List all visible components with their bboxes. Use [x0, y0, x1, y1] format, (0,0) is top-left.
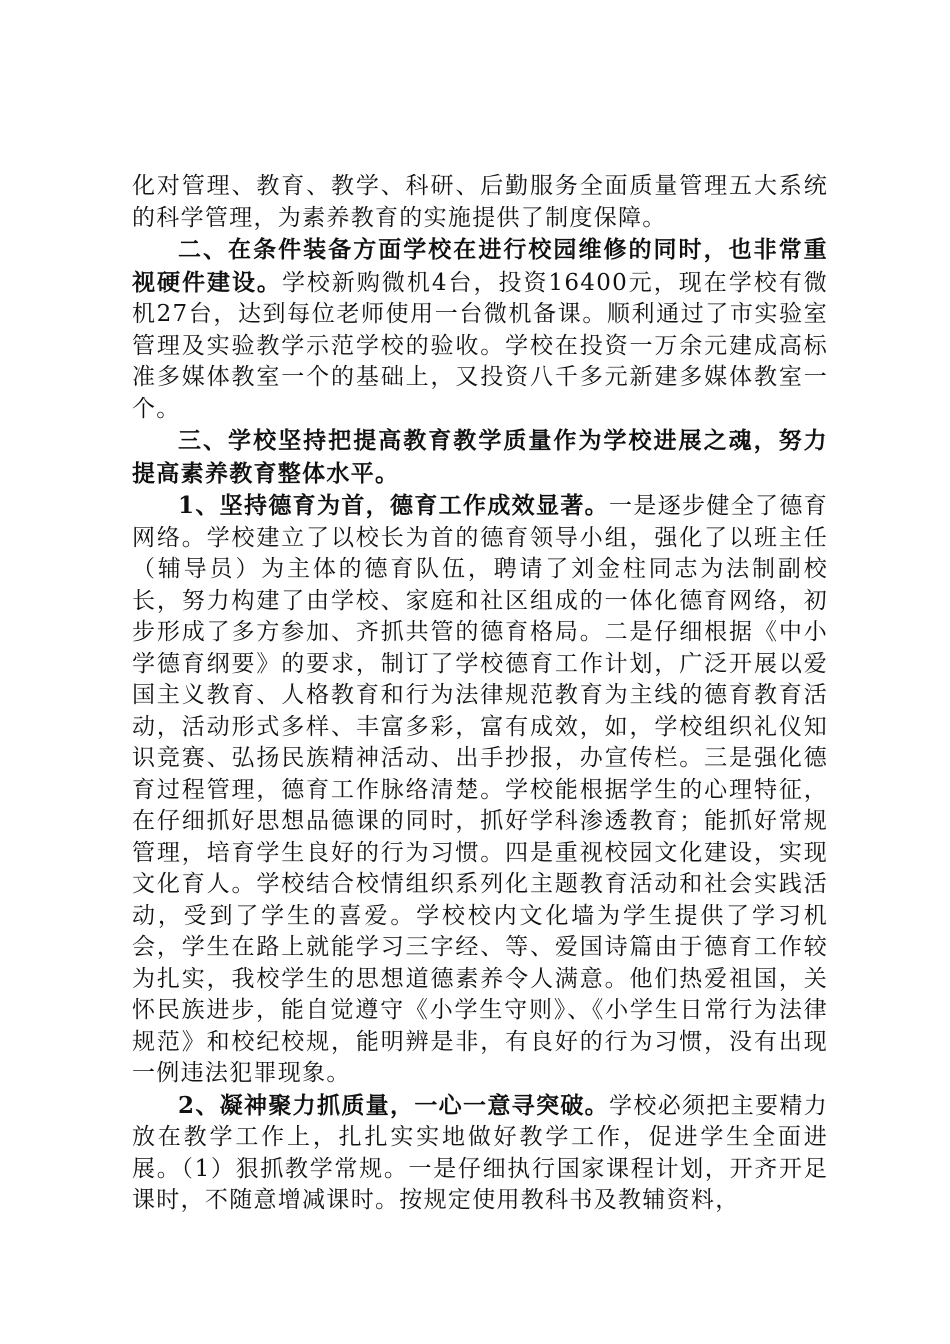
- paragraph-2: [132, 234, 828, 425]
- paragraph-heading: 1、坚持德育为首，德育工作成效显著。: [178, 492, 610, 519]
- paragraph-4: [132, 490, 828, 1090]
- paragraph-heading: 三、学校坚持把提高教育教学质量作为学校进展之魂，努力提高素养教育整体水平。: [132, 427, 828, 487]
- paragraph-text: 学校必须把主要精力放在教学工作上，扎扎实实地做好教学工作，促进学生全面进展。（1）狠抓教学常规。一是仔细执行国家课程计划，开齐开足课时，不随意增减课时。按规定使用教科书及教辅资料，: [132, 1092, 829, 1213]
- paragraph-text: 学校新购微机4台，投资16400元，现在学校有微机27台，达到每位老师使用一台微机备课。顺利通过了市实验室管理及实验教学示范学校的验收。学校在投资一万余元建成高标准多媒体教室一个的基础上，又投资八千多元新建多媒体教室一个。: [132, 269, 828, 422]
- document-body: [132, 170, 828, 1217]
- paragraph-5: [132, 1090, 828, 1217]
- paragraph-heading: 2、凝神聚力抓质量，一心一意寻突破。: [178, 1091, 610, 1119]
- paragraph-heading: 二、在条件装备方面学校在进行校园维修的同时，也非常重视硬件建设。: [132, 236, 828, 296]
- paragraph-1: [132, 170, 828, 234]
- paragraph-text: 一是逐步健全了德育网络。学校建立了以校长为首的德育领导小组，强化了以班主任（辅导员）为主体的德育队伍，聘请了刘金柱同志为法制副校长，努力构建了由学校、家庭和社区组成的一体化德育网络，初步形成了多方参加、齐抓共管的德育格局。二是仔细根据《中小学德育纲要》的要求，制订了学校德育工作计划，广泛开展以爱国主义教育、人格教育和行为法律规范教育为主线的德育教育活动，活动形式多样、丰富多彩，富有成效，如，学校组织礼仪知识竞赛、弘扬民族精神活动、出手抄报，办宣传栏。三是强化德育过程管理，德育工作脉络清楚。学校能根据学生的心理特征，在仔细抓好思想品德课的同时，抓好学科渗透教育；能抓好常规管理，培育学生良好的行为习惯。四是重视校园文化建设，实现文化育人。学校结合校情组织系列化主题教育活动和社会实践活动，受到了学生的喜爱。学校校内文化墙为学生提供了学习机会，学生在路上就能学习三字经、等、爱国诗篇由于德育工作较为扎实，我校学生的思想道德素养令人满意。他们热爱祖国，关怀民族进步，能自觉遵守《小学生守则》、《小学生日常行为法律规范》和校纪校规，能明辨是非，有良好的行为习惯，没有出现一例违法犯罪现象。: [132, 493, 829, 1086]
- paragraph-text: 化对管理、教育、教学、科研、后勤服务全面质量管理五大系统的科学管理，为素养教育的实施提供了制度保障。: [132, 173, 828, 231]
- paragraph-3: [132, 425, 828, 490]
